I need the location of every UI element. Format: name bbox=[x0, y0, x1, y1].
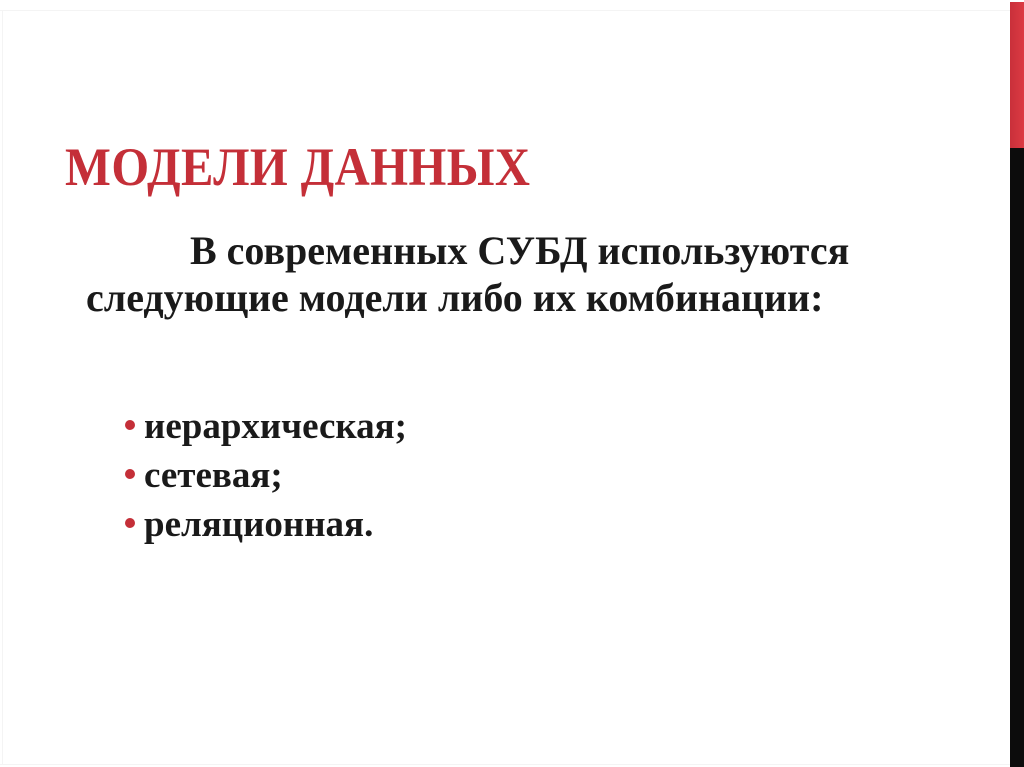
list-item bbox=[125, 402, 407, 451]
frame-hairline-bottom bbox=[0, 764, 1010, 765]
bullet-label: иерархическая; bbox=[144, 406, 407, 447]
paragraph-line: следующие модели либо их комбинации: bbox=[86, 275, 824, 320]
frame-hairline-top bbox=[0, 10, 1024, 11]
list-item bbox=[125, 451, 407, 500]
accent-stripe-black bbox=[1010, 148, 1024, 767]
bullet-dot-icon bbox=[125, 420, 135, 430]
bullet-label: сетевая; bbox=[144, 455, 283, 496]
slide-title: МОДЕЛИ ДАННЫХ bbox=[65, 137, 531, 198]
bullet-label: реляционная. bbox=[144, 504, 374, 545]
paragraph-line: В современных СУБД используются bbox=[190, 228, 850, 273]
accent-stripe-red bbox=[1010, 2, 1024, 148]
bullet-dot-icon bbox=[125, 469, 135, 479]
list-item bbox=[125, 500, 407, 549]
bullet-list bbox=[125, 402, 407, 549]
frame-hairline-left bbox=[2, 10, 3, 765]
body-paragraph bbox=[86, 227, 850, 321]
bullet-dot-icon bbox=[125, 518, 135, 528]
